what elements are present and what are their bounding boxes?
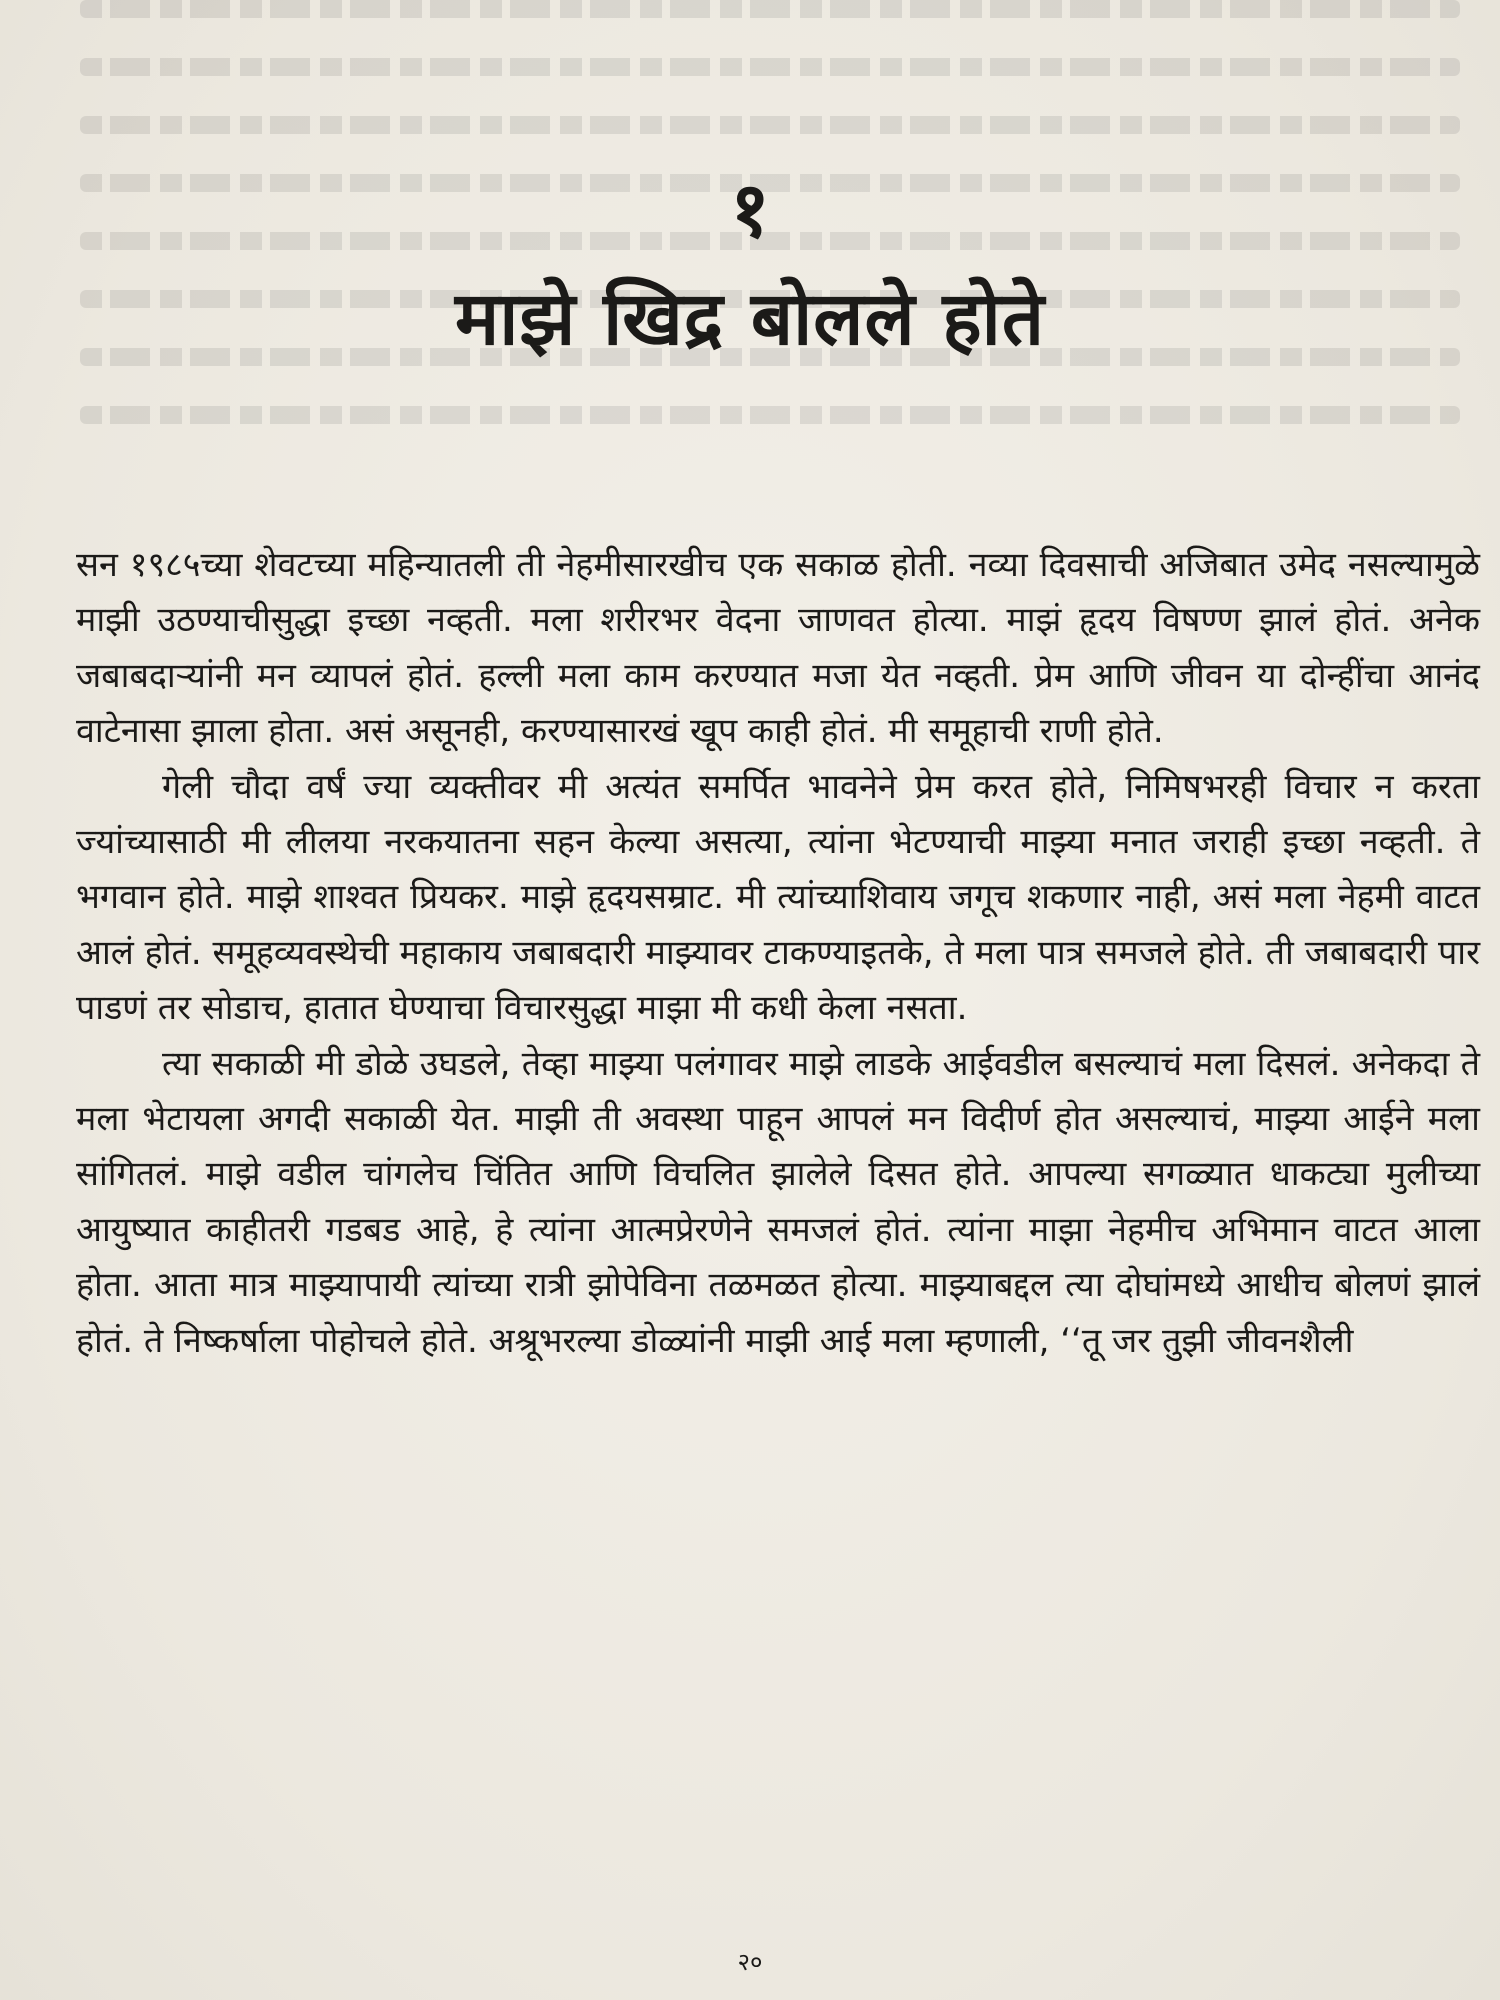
- paragraph-3: त्या सकाळी मी डोळे उघडले, तेव्हा माझ्या पलंगावर माझे लाडके आईवडील बसल्याचं मला दिसलं. अनेकदा ते मला भेटायला अगदी सकाळी येत. माझी ती अवस्था पाहून आपलं मन विदीर्ण होत असल्याचं, माझ्या आईने मला सांगितलं. माझे वडील चांगलेच चिंतित आणि विचलित झालेले दिसत होते. आपल्या सगळ्यात धाकट्या मुलीच्या आयुष्यात काहीतरी गडबड आहे, हे त्यांना आत्मप्रेरणेने समजलं होतं. त्यांना माझा नेहमीच अभिमान वाटत आला होता. आता मात्र माझ्यापायी त्यांच्या रात्री झोपेविना तळमळत होत्या. माझ्याबद्दल त्या दोघांमध्ये आधीच बोलणं झालं होतं. ते निष्कर्षाला पोहोचले होते. अश्रूभरल्या डोळ्यांनी माझी आई मला म्हणाली, ‘‘तू जर तुझी जीवनशैली: [76, 1043, 1480, 1361]
- chapter-title: माझे खिद्र बोलले होते: [454, 276, 1046, 362]
- chapter-number: १: [730, 165, 770, 254]
- page-number: २०: [737, 1948, 763, 1976]
- body-text: [76, 538, 1480, 1369]
- show-through-text: [80, 0, 1460, 500]
- paragraph-2: गेली चौदा वर्षं ज्या व्यक्तीवर मी अत्यंत समर्पित भावनेने प्रेम करत होते, निमिषभरही विचार न करता ज्यांच्यासाठी मी लीलया नरकयातना सहन केल्या असत्या, त्यांना भेटण्याची माझ्या मनात जराही इच्छा नव्हती. ते भगवान होते. माझे शाश्वत प्रियकर. माझे हृदयसम्राट. मी त्यांच्याशिवाय जगूच शकणार नाही, असं मला नेहमी वाटत आलं होतं. समूहव्यवस्थेची महाकाय जबाबदारी माझ्यावर टाकण्याइतके, ते मला पात्र समजले होते. ती जबाबदारी पार पाडणं तर सोडाच, हातात घेण्याचा विचारसुद्धा माझा मी कधी केला नसता.: [76, 766, 1480, 1029]
- paragraph-1: सन १९८५च्या शेवटच्या महिन्यातली ती नेहमीसारखीच एक सकाळ होती. नव्या दिवसाची अजिबात उमेद नसल्यामुळे माझी उठण्याचीसुद्धा इच्छा नव्हती. मला शरीरभर वेदना जाणवत होत्या. माझं हृदय विषण्ण झालं होतं. अनेक जबाबदाऱ्यांनी मन व्यापलं होतं. हल्ली मला काम करण्यात मजा येत नव्हती. प्रेम आणि जीवन या दोन्हींचा आनंद वाटेनासा झाला होता. असं असूनही, करण्यासारखं खूप काही होतं. मी समूहाची राणी होते.: [76, 545, 1480, 752]
